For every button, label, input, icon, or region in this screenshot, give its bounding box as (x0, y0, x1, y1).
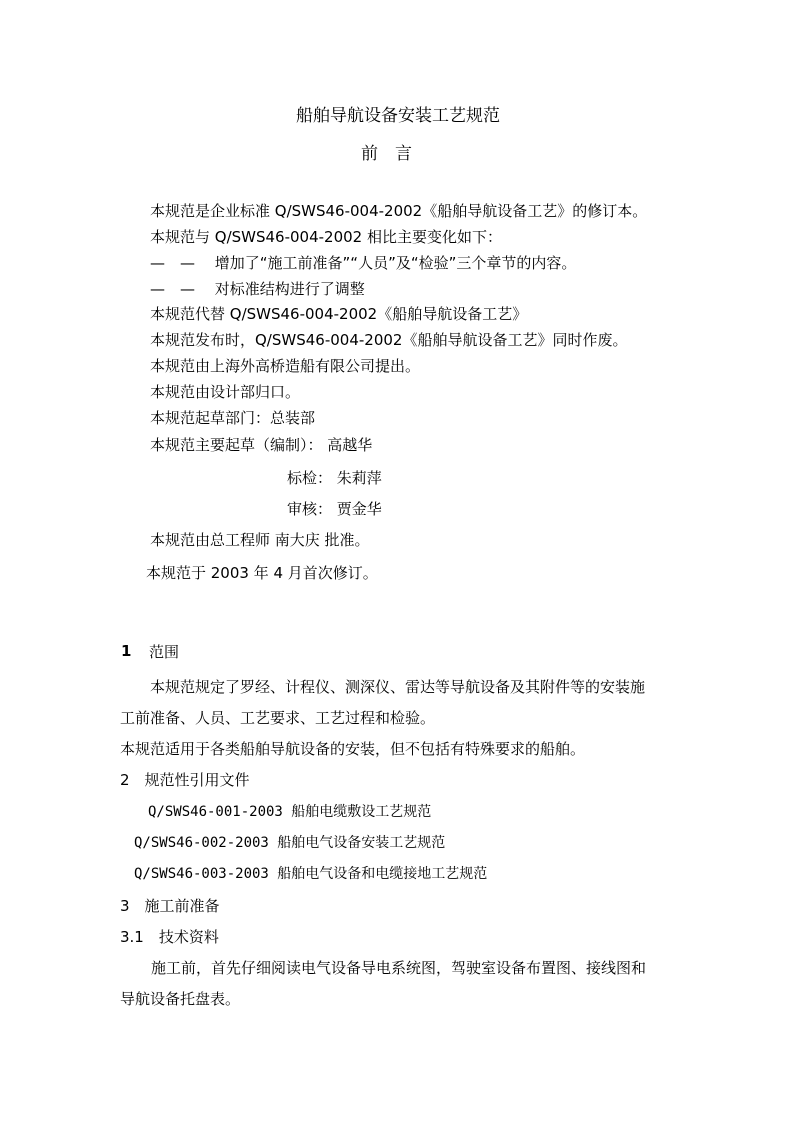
section-3-1-heading: 3.1 技术资料 (120, 928, 219, 946)
preface-line: — — 增加了“施工前准备”“人员”及“检验”三个章节的内容。 (150, 254, 577, 272)
preface-line: 标检： 朱莉萍 (287, 469, 382, 487)
preface-line: 审核： 贾金华 (287, 500, 382, 518)
section-3-paragraph: 施工前，首先仔细阅读电气设备导电系统图，驾驶室设备布置图、接线图和 (151, 959, 647, 977)
preface-line: — — 对标准结构进行了调整 (150, 280, 365, 298)
preface-title: 前 言 (361, 144, 412, 164)
section-1-paragraph: 本规范规定了罗经、计程仪、测深仪、雷达等导航设备及其附件等的安装施 (150, 678, 646, 696)
preface-line: 本规范主要起草（编制）： 高越华 (150, 436, 373, 454)
preface-line: 本规范与 Q/SWS46-004-2002 相比主要变化如下： (150, 228, 502, 246)
preface-line: 本规范由总工程师 南大庆 批准。 (150, 531, 370, 549)
preface-line: 本规范代替 Q/SWS46-004-2002《船舶导航设备工艺》 (150, 305, 528, 323)
section-3-paragraph: 导航设备托盘表。 (120, 990, 241, 1008)
reference-item: Q/SWS46-003-2003 船舶电气设备和电缆接地工艺规范 (134, 866, 488, 882)
section-3-heading: 3 施工前准备 (120, 897, 220, 915)
section-2-heading: 2 规范性引用文件 (120, 771, 250, 789)
preface-line: 本规范是企业标准 Q/SWS46-004-2002《船舶导航设备工艺》的修订本。 (150, 202, 648, 220)
preface-line: 本规范由设计部归口。 (150, 383, 301, 401)
section-1-number: 1 (121, 642, 132, 660)
preface-line: 本规范起草部门：总装部 (150, 409, 316, 427)
document-title: 船舶导航设备安装工艺规范 (296, 106, 500, 126)
preface-line: 本规范发布时，Q/SWS46-004-2002《船舶导航设备工艺》同时作废。 (150, 331, 628, 349)
section-1-title: 范围 (149, 643, 180, 661)
preface-line: 本规范由上海外高桥造船有限公司提出。 (150, 357, 421, 375)
section-1-paragraph: 本规范适用于各类船舶导航设备的安装，但不包括有特殊要求的船舶。 (120, 740, 586, 758)
reference-item: Q/SWS46-001-2003 船舶电缆敷设工艺规范 (148, 804, 432, 820)
preface-line: 本规范于 2003 年 4 月首次修订。 (146, 564, 378, 582)
section-1-paragraph: 工前准备、人员、工艺要求、工艺过程和检验。 (120, 709, 436, 727)
reference-item: Q/SWS46-002-2003 船舶电气设备安装工艺规范 (134, 835, 446, 851)
